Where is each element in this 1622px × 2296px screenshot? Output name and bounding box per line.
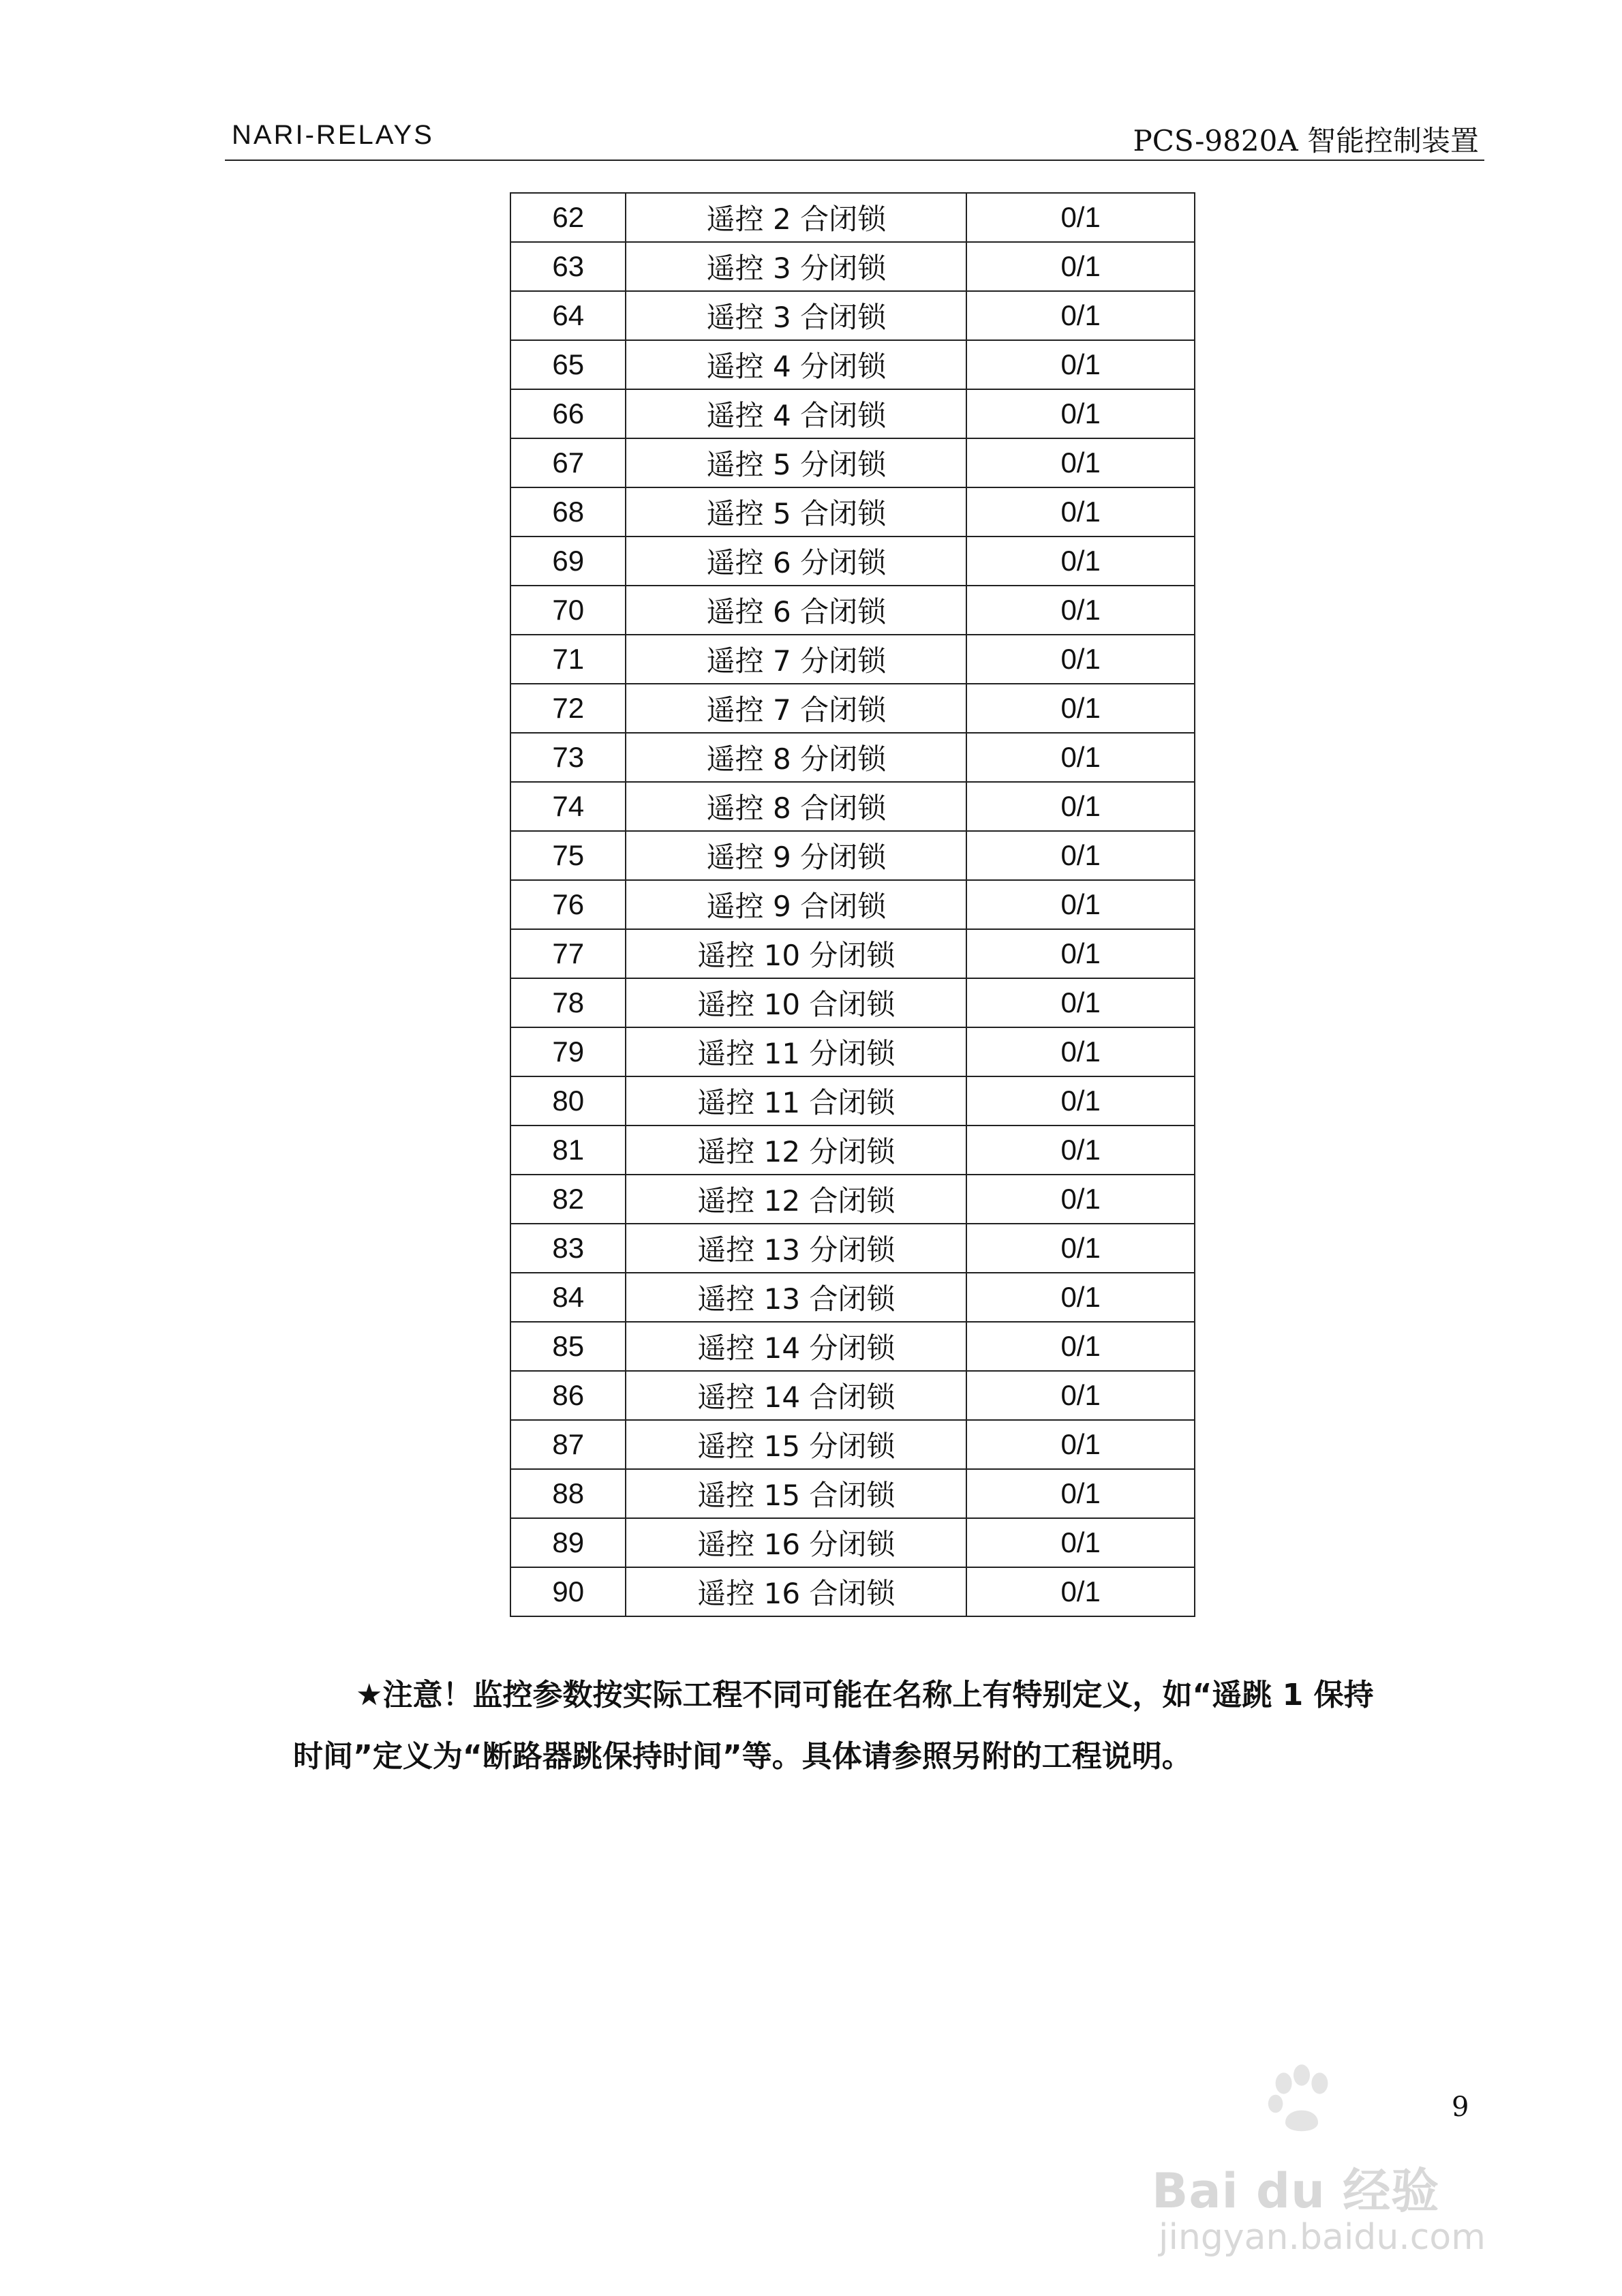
row-value: 0/1 — [966, 684, 1195, 733]
row-value: 0/1 — [966, 1224, 1195, 1273]
row-value: 0/1 — [966, 193, 1195, 242]
table-row — [510, 537, 1195, 586]
row-number: 63 — [510, 242, 626, 291]
row-name: 遥控 16 合闭锁 — [626, 1567, 966, 1616]
row-number: 64 — [510, 291, 626, 340]
row-name: 遥控 13 合闭锁 — [626, 1273, 966, 1322]
row-name: 遥控 7 分闭锁 — [626, 635, 966, 684]
note-line-1: ★注意！监控参数按实际工程不同可能在名称上有特别定义，如“遥跳 1 保持 — [356, 1678, 1374, 1712]
row-number: 69 — [510, 537, 626, 586]
table-row — [510, 1322, 1195, 1371]
row-number: 89 — [510, 1518, 626, 1567]
row-name: 遥控 8 合闭锁 — [626, 782, 966, 831]
row-name: 遥控 12 合闭锁 — [626, 1175, 966, 1224]
row-value: 0/1 — [966, 487, 1195, 537]
table-row — [510, 242, 1195, 291]
row-number: 81 — [510, 1126, 626, 1175]
row-name: 遥控 8 分闭锁 — [626, 733, 966, 782]
row-number: 87 — [510, 1420, 626, 1469]
row-value: 0/1 — [966, 1076, 1195, 1126]
row-name: 遥控 16 分闭锁 — [626, 1518, 966, 1567]
row-value: 0/1 — [966, 438, 1195, 487]
row-value: 0/1 — [966, 1273, 1195, 1322]
row-value: 0/1 — [966, 1371, 1195, 1420]
row-value: 0/1 — [966, 1027, 1195, 1076]
row-name: 遥控 9 合闭锁 — [626, 880, 966, 929]
row-number: 84 — [510, 1273, 626, 1322]
row-number: 80 — [510, 1076, 626, 1126]
parameter-table — [510, 192, 1195, 1617]
table-row — [510, 1273, 1195, 1322]
table-row — [510, 929, 1195, 978]
table-row — [510, 487, 1195, 537]
table-row — [510, 193, 1195, 242]
row-number: 82 — [510, 1175, 626, 1224]
row-name: 遥控 15 分闭锁 — [626, 1420, 966, 1469]
row-name: 遥控 6 合闭锁 — [626, 586, 966, 635]
row-number: 79 — [510, 1027, 626, 1076]
table-row — [510, 1567, 1195, 1616]
row-number: 70 — [510, 586, 626, 635]
row-number: 71 — [510, 635, 626, 684]
header-right-title: PCS-9820A 智能控制装置 — [1133, 124, 1479, 157]
row-name: 遥控 5 合闭锁 — [626, 487, 966, 537]
row-name: 遥控 4 合闭锁 — [626, 389, 966, 438]
header-left-brand: NARI-RELAYS — [232, 120, 434, 150]
row-name: 遥控 10 合闭锁 — [626, 978, 966, 1027]
table-row — [510, 1518, 1195, 1567]
row-number: 67 — [510, 438, 626, 487]
row-value: 0/1 — [966, 291, 1195, 340]
table-row — [510, 880, 1195, 929]
table-row — [510, 340, 1195, 389]
row-number: 86 — [510, 1371, 626, 1420]
table-row — [510, 831, 1195, 880]
page-number: 9 — [1452, 2091, 1469, 2123]
row-value: 0/1 — [966, 537, 1195, 586]
row-number: 77 — [510, 929, 626, 978]
row-name: 遥控 12 分闭锁 — [626, 1126, 966, 1175]
row-name: 遥控 9 分闭锁 — [626, 831, 966, 880]
table-row — [510, 1420, 1195, 1469]
table-row — [510, 1224, 1195, 1273]
row-value: 0/1 — [966, 1126, 1195, 1175]
row-name: 遥控 5 分闭锁 — [626, 438, 966, 487]
table-row — [510, 684, 1195, 733]
row-value: 0/1 — [966, 340, 1195, 389]
row-number: 62 — [510, 193, 626, 242]
row-number: 66 — [510, 389, 626, 438]
row-value: 0/1 — [966, 929, 1195, 978]
row-number: 74 — [510, 782, 626, 831]
row-value: 0/1 — [966, 242, 1195, 291]
row-name: 遥控 6 分闭锁 — [626, 537, 966, 586]
row-value: 0/1 — [966, 880, 1195, 929]
note-paragraph — [293, 1665, 1486, 1787]
row-value: 0/1 — [966, 782, 1195, 831]
table-row — [510, 1027, 1195, 1076]
row-value: 0/1 — [966, 1469, 1195, 1518]
table-row — [510, 389, 1195, 438]
table-row — [510, 1371, 1195, 1420]
row-number: 76 — [510, 880, 626, 929]
table-row — [510, 978, 1195, 1027]
row-name: 遥控 10 分闭锁 — [626, 929, 966, 978]
row-name: 遥控 11 合闭锁 — [626, 1076, 966, 1126]
row-name: 遥控 2 合闭锁 — [626, 193, 966, 242]
baidu-paw-icon — [1261, 2059, 1343, 2141]
row-number: 73 — [510, 733, 626, 782]
row-number: 88 — [510, 1469, 626, 1518]
row-name: 遥控 11 分闭锁 — [626, 1027, 966, 1076]
row-name: 遥控 14 分闭锁 — [626, 1322, 966, 1371]
row-number: 68 — [510, 487, 626, 537]
row-value: 0/1 — [966, 831, 1195, 880]
row-number: 83 — [510, 1224, 626, 1273]
row-name: 遥控 3 合闭锁 — [626, 291, 966, 340]
row-value: 0/1 — [966, 1518, 1195, 1567]
table-row — [510, 438, 1195, 487]
row-value: 0/1 — [966, 978, 1195, 1027]
row-value: 0/1 — [966, 1175, 1195, 1224]
row-number: 72 — [510, 684, 626, 733]
row-value: 0/1 — [966, 1420, 1195, 1469]
row-name: 遥控 7 合闭锁 — [626, 684, 966, 733]
row-value: 0/1 — [966, 389, 1195, 438]
row-name: 遥控 4 分闭锁 — [626, 340, 966, 389]
row-name: 遥控 13 分闭锁 — [626, 1224, 966, 1273]
header-divider — [225, 160, 1484, 161]
table-row — [510, 1126, 1195, 1175]
table-row — [510, 635, 1195, 684]
table-row — [510, 586, 1195, 635]
row-number: 90 — [510, 1567, 626, 1616]
table-row — [510, 1175, 1195, 1224]
row-number: 75 — [510, 831, 626, 880]
table-row — [510, 733, 1195, 782]
row-name: 遥控 14 合闭锁 — [626, 1371, 966, 1420]
watermark-url: jingyan.baidu.com — [1159, 2217, 1486, 2258]
row-value: 0/1 — [966, 1322, 1195, 1371]
row-value: 0/1 — [966, 1567, 1195, 1616]
row-value: 0/1 — [966, 733, 1195, 782]
row-name: 遥控 3 分闭锁 — [626, 242, 966, 291]
table-row — [510, 782, 1195, 831]
table-row — [510, 291, 1195, 340]
row-value: 0/1 — [966, 586, 1195, 635]
note-line-2: 时间”定义为“断路器跳保持时间”等。具体请参照另附的工程说明。 — [293, 1739, 1192, 1774]
row-number: 78 — [510, 978, 626, 1027]
row-number: 85 — [510, 1322, 626, 1371]
row-number: 65 — [510, 340, 626, 389]
row-value: 0/1 — [966, 635, 1195, 684]
row-name: 遥控 15 合闭锁 — [626, 1469, 966, 1518]
table-row — [510, 1469, 1195, 1518]
table-row — [510, 1076, 1195, 1126]
watermark-brand: Bai du 经验 — [1152, 2163, 1440, 2219]
